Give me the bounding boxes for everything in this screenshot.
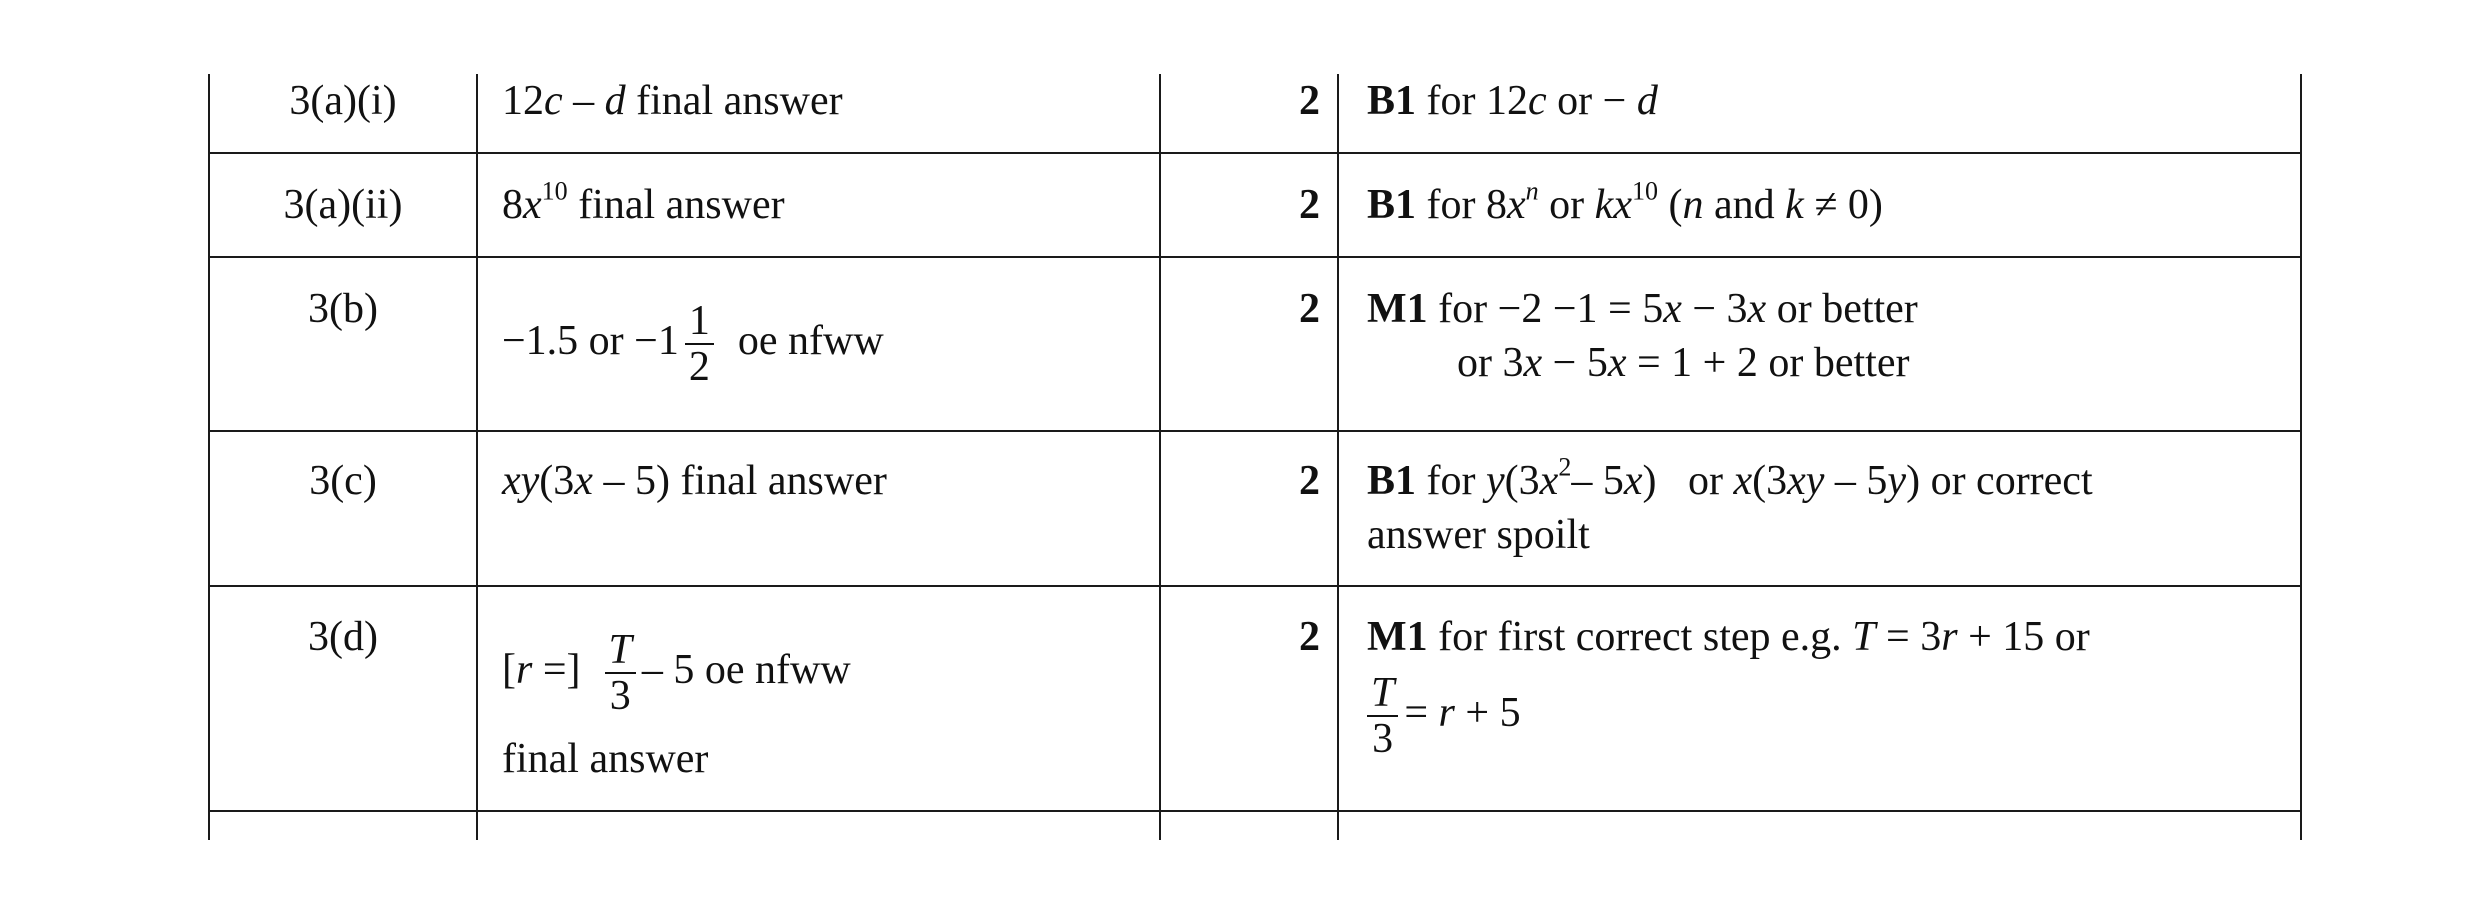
math-variable: xy (1787, 458, 1825, 504)
guidance-text: or 3 (1457, 340, 1524, 386)
marks-value: 2 (1299, 458, 1320, 504)
row-divider (208, 256, 2302, 258)
answer-text: [ (502, 647, 516, 693)
guidance-cell (1367, 76, 1658, 126)
row-divider (208, 430, 2302, 432)
math-variable: r (1438, 690, 1455, 736)
guidance-text: – 5 (1571, 458, 1624, 504)
answer-cell (502, 76, 843, 126)
guidance-text: for first correct step e.g. (1427, 614, 1853, 660)
fraction (685, 299, 714, 389)
math-variable: d (604, 78, 626, 124)
mark-code: M1 (1367, 614, 1428, 660)
exponent: 10 (1631, 176, 1658, 206)
math-variable: r (516, 647, 533, 693)
mark-code: B1 (1367, 78, 1417, 124)
answer-cell (502, 625, 851, 718)
row-divider (208, 152, 2302, 154)
column-divider-question (476, 74, 478, 840)
exponent: n (1525, 176, 1539, 206)
question-number: 3(b) (308, 286, 378, 332)
answer-text: final answer (625, 78, 843, 124)
math-variable: x (1507, 182, 1526, 228)
math-variable: x (574, 458, 593, 504)
guidance-text: = 1 + 2 or better (1626, 340, 1910, 386)
answer-text: oe nfww (737, 318, 884, 364)
guidance-cell-line2 (1367, 668, 1521, 761)
answer-cell-line2: final answer (502, 736, 709, 782)
fraction (1367, 671, 1398, 761)
math-variable: xy (502, 458, 540, 504)
guidance-text: − 3 (1681, 286, 1748, 332)
guidance-text: ≠ 0) (1803, 182, 1883, 228)
guidance-text: ) or correct (1906, 458, 2093, 504)
exponent: 2 (1558, 452, 1572, 482)
answer-text: – (562, 78, 605, 124)
question-number: 3(c) (309, 458, 377, 504)
guidance-text: for 8 (1416, 182, 1507, 228)
answer-text: 12 (502, 78, 544, 124)
marks-value: 2 (1299, 78, 1320, 124)
guidance-text: ) or (1642, 458, 1734, 504)
table-border-right (2300, 74, 2302, 840)
answer-text: (3 (539, 458, 575, 504)
answer-text: – 5 oe nfww (641, 647, 851, 693)
math-variable: k (1785, 182, 1804, 228)
row-divider (208, 810, 2302, 812)
exponent: 10 (541, 176, 568, 206)
answer-text: – 5) final answer (592, 458, 887, 504)
question-number: 3(d) (308, 614, 378, 660)
fraction-denominator: 2 (688, 344, 710, 391)
guidance-text: for 12 (1416, 78, 1528, 124)
fraction-denominator: 3 (1372, 716, 1394, 763)
guidance-text: (3 (1752, 458, 1788, 504)
guidance-cell-line2 (1367, 338, 1909, 388)
fraction-denominator: 3 (609, 673, 631, 720)
guidance-text: = 3 (1875, 614, 1942, 660)
guidance-text: + 5 (1454, 690, 1521, 736)
answer-text: =] (532, 647, 581, 693)
guidance-text: = (1404, 690, 1439, 736)
math-variable: x (1747, 286, 1767, 332)
guidance-text: + 15 or (1957, 614, 2090, 660)
answer-cell (502, 176, 785, 230)
math-variable: x (523, 182, 542, 228)
guidance-text: − 5 (1542, 340, 1608, 386)
row-divider (208, 585, 2302, 587)
math-variable: x (1623, 458, 1643, 504)
marks-value: 2 (1299, 286, 1320, 332)
fraction (605, 628, 636, 718)
column-divider-marks (1337, 74, 1339, 840)
mark-code: M1 (1367, 286, 1428, 332)
guidance-cell-line2: answer spoilt (1367, 512, 1590, 558)
math-variable: y (1486, 458, 1505, 504)
answer-text: 8 (502, 182, 523, 228)
answer-cell (502, 456, 887, 506)
guidance-cell (1367, 284, 1918, 334)
mark-code: B1 (1367, 182, 1417, 228)
guidance-text: and (1703, 182, 1786, 228)
question-number: 3(a)(ii) (283, 182, 403, 228)
marks-value: 2 (1299, 614, 1320, 660)
marks-value: 2 (1299, 182, 1320, 228)
mark-code: B1 (1367, 458, 1417, 504)
math-variable: x (1733, 458, 1753, 504)
math-variable: c (544, 78, 563, 124)
math-variable: c (1528, 78, 1547, 124)
math-variable: x (1607, 340, 1627, 386)
guidance-text: or − (1546, 78, 1637, 124)
guidance-text: for −2 −1 = 5 (1427, 286, 1664, 332)
math-variable: y (1887, 458, 1907, 504)
guidance-text: (3 (1504, 458, 1540, 504)
math-variable: T (1852, 614, 1876, 660)
fraction-numerator: T (1371, 670, 1395, 717)
guidance-text: or better (1766, 286, 1918, 332)
math-variable: x (1523, 340, 1543, 386)
math-variable: r (1941, 614, 1958, 660)
guidance-text: – 5 (1824, 458, 1888, 504)
guidance-text: for (1416, 458, 1486, 504)
math-variable: x (1663, 286, 1682, 332)
answer-text: −1.5 or −1 (502, 318, 679, 364)
math-variable: kx (1594, 182, 1632, 228)
guidance-cell (1367, 452, 2093, 506)
fraction-numerator: T (608, 627, 632, 674)
answer-cell (502, 296, 884, 389)
guidance-cell (1367, 176, 1883, 230)
guidance-text: or (1538, 182, 1595, 228)
answer-text: final answer (567, 182, 785, 228)
math-variable: d (1636, 78, 1658, 124)
guidance-text: ( (1658, 182, 1683, 228)
math-variable: x (1539, 458, 1559, 504)
fraction-numerator: 1 (685, 299, 714, 345)
guidance-cell (1367, 612, 2090, 662)
math-variable: n (1682, 182, 1704, 228)
question-number: 3(a)(i) (289, 78, 397, 124)
